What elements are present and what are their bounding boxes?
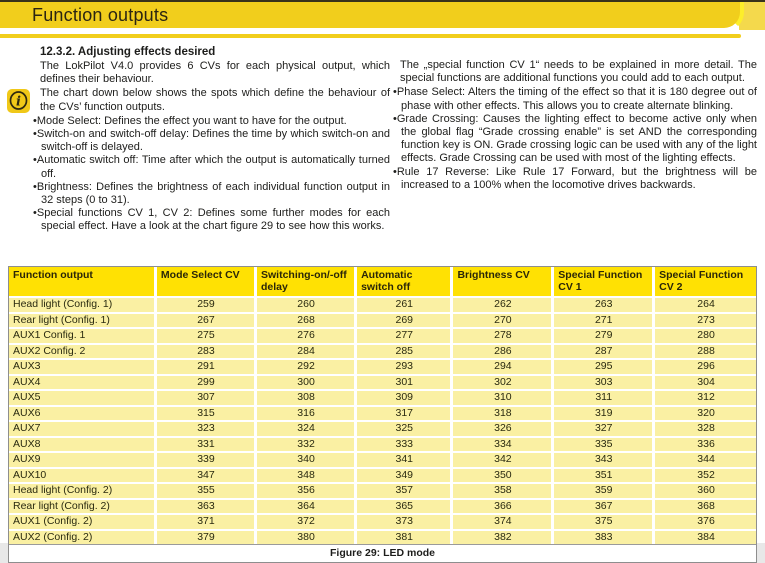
cv-value-cell: 336 [654,437,756,453]
cv-value-cell: 319 [553,406,654,422]
left-paragraph-1: The LokPilot V4.0 provides 6 CVs for each physical output, which defines their behaviour. [40,60,390,86]
cv-value-cell: 273 [654,313,756,329]
row-label-cell: AUX7 [9,421,155,437]
col-header-mode-select: Mode Select CV [155,267,255,297]
figure-caption: Figure 29: LED mode [9,544,756,562]
cv-value-cell: 287 [553,344,654,360]
cv-value-cell: 383 [553,530,654,545]
row-label-cell: AUX6 [9,406,155,422]
bullet-item: • Special functions CV 1, CV 2: Defines some further modes for each special effect. Have a look at the chart figure 29 to see how this works. [33,207,390,233]
cv-value-cell: 366 [452,499,553,515]
row-label-cell: AUX2 (Config. 2) [9,530,155,545]
left-info-paragraph: The chart down below shows the spots which define the behaviour of the CVs’ function outputs. [40,87,390,113]
bullet-item: • Rule 17 Reverse: Like Rule 17 Forward, but the brightness will be increased to a 100% when the locomotive drives backwards. [393,166,757,192]
bullet-item: • Switch-on and switch-off delay: Defines the time by which switch-on and switch-off is delayed. [33,128,390,154]
section-heading: 12.3.2. Adjusting effects desired [40,46,216,58]
cv-value-cell: 320 [654,406,756,422]
cv-value-cell: 348 [256,468,356,484]
table-row [9,452,756,468]
cv-value-cell: 300 [256,375,356,391]
cv-value-cell: 302 [452,375,553,391]
cv-value-cell: 309 [356,390,452,406]
row-label-cell: AUX9 [9,452,155,468]
table-row [9,499,756,515]
row-label-cell: AUX1 Config. 1 [9,328,155,344]
cv-value-cell: 259 [155,297,255,313]
cv-value-cell: 311 [553,390,654,406]
cv-value-cell: 382 [452,530,553,545]
page-header-bar [0,0,765,33]
cv-value-cell: 260 [256,297,356,313]
cv-value-cell: 350 [452,468,553,484]
cv-value-cell: 332 [256,437,356,453]
right-bullet-list [393,86,757,192]
col-header-brightness: Brightness CV [452,267,553,297]
cv-value-cell: 318 [452,406,553,422]
cv-value-cell: 316 [256,406,356,422]
cv-value-cell: 372 [256,514,356,530]
row-label-cell: Head light (Config. 1) [9,297,155,313]
page-title: Function outputs [32,5,169,25]
bullet-item: • Grade Crossing: Causes the lighting effect to become active only when the global flag “Grade crossing enable” is set AND the corresponding function key is ON. Grade crossing logic can be used with any of the light effects. Grade Crossing can be used with most of the lighting effects. [393,113,757,166]
table-row [9,421,756,437]
col-header-auto-switch-off: Automatic switch off [356,267,452,297]
cv-value-cell: 285 [356,344,452,360]
row-label-cell: Head light (Config. 2) [9,483,155,499]
cv-value-cell: 347 [155,468,255,484]
cv-value-cell: 275 [155,328,255,344]
cv-value-cell: 308 [256,390,356,406]
row-label-cell: AUX3 [9,359,155,375]
cv-value-cell: 262 [452,297,553,313]
table-row [9,390,756,406]
cv-value-cell: 317 [356,406,452,422]
cv-value-cell: 279 [553,328,654,344]
row-label-cell: AUX8 [9,437,155,453]
cv-value-cell: 333 [356,437,452,453]
row-label-cell: Rear light (Config. 2) [9,499,155,515]
cv-value-cell: 270 [452,313,553,329]
row-label-cell: AUX5 [9,390,155,406]
cv-value-cell: 296 [654,359,756,375]
header-rule [0,34,741,38]
table-row [9,437,756,453]
cv-value-cell: 293 [356,359,452,375]
cv-value-cell: 384 [654,530,756,545]
cv-value-cell: 269 [356,313,452,329]
cv-value-cell: 357 [356,483,452,499]
cv-value-cell: 294 [452,359,553,375]
cv-value-cell: 363 [155,499,255,515]
cv-value-cell: 276 [256,328,356,344]
table-row [9,483,756,499]
cv-value-cell: 351 [553,468,654,484]
cv-value-cell: 286 [452,344,553,360]
cv-value-cell: 295 [553,359,654,375]
row-label-cell: AUX1 (Config. 2) [9,514,155,530]
row-label-cell: AUX2 Config. 2 [9,344,155,360]
table-row [9,514,756,530]
cv-value-cell: 360 [654,483,756,499]
bullet-item: • Mode Select: Defines the effect you want to have for the output. [33,115,390,128]
cv-value-cell: 267 [155,313,255,329]
cv-value-cell: 312 [654,390,756,406]
row-label-cell: AUX10 [9,468,155,484]
cv-value-cell: 335 [553,437,654,453]
cv-value-cell: 342 [452,452,553,468]
bullet-item: • Automatic switch off: Time after which the output is automatically turned off. [33,154,390,180]
cv-value-cell: 381 [356,530,452,545]
cv-value-cell: 301 [356,375,452,391]
left-column [36,45,390,234]
cv-value-cell: 371 [155,514,255,530]
cv-value-cell: 375 [553,514,654,530]
bullet-item: • Brightness: Defines the brightness of each individual function output in 32 steps (0 to 31). [33,181,390,207]
cv-value-cell: 341 [356,452,452,468]
table-row [9,406,756,422]
cv-value-cell: 303 [553,375,654,391]
cv-value-cell: 339 [155,452,255,468]
cv-value-cell: 277 [356,328,452,344]
cv-value-cell: 291 [155,359,255,375]
cv-table [8,266,757,563]
cv-value-cell: 355 [155,483,255,499]
cv-value-cell: 263 [553,297,654,313]
cv-value-cell: 280 [654,328,756,344]
table-row [9,359,756,375]
cv-value-cell: 328 [654,421,756,437]
cv-value-cell: 379 [155,530,255,545]
table-row [9,297,756,313]
right-column [396,45,757,192]
cv-value-cell: 358 [452,483,553,499]
cv-value-cell: 327 [553,421,654,437]
row-label-cell: Rear light (Config. 1) [9,313,155,329]
header-yellow-bar [0,2,744,32]
cv-value-cell: 380 [256,530,356,545]
svg-text:i: i [16,94,21,110]
cv-value-cell: 292 [256,359,356,375]
col-header-function-output: Function output [9,267,155,297]
cv-value-cell: 284 [256,344,356,360]
table-row [9,313,756,329]
cv-value-cell: 356 [256,483,356,499]
right-paragraph-1: The „special function CV 1“ needs to be explained in more detail. The special functions are additional functions you could add to each output. [400,59,757,85]
table-body [9,297,756,544]
left-bullet-list [33,115,390,234]
cv-value-cell: 331 [155,437,255,453]
cv-value-cell: 344 [654,452,756,468]
cv-value-cell: 343 [553,452,654,468]
cv-value-cell: 323 [155,421,255,437]
cv-value-cell: 307 [155,390,255,406]
cv-value-cell: 367 [553,499,654,515]
cv-value-cell: 368 [654,499,756,515]
row-label-cell: AUX4 [9,375,155,391]
bullet-item: • Phase Select: Alters the timing of the effect so that it is 180 degree out of phase with other effects. This allows you to create alternate blinking. [393,86,757,112]
col-header-special-cv1: Special Function CV 1 [553,267,654,297]
table-header-row [9,267,756,297]
cv-value-cell: 364 [256,499,356,515]
cv-value-cell: 349 [356,468,452,484]
cv-value-cell: 315 [155,406,255,422]
cv-value-cell: 288 [654,344,756,360]
cv-value-cell: 278 [452,328,553,344]
table-row [9,530,756,545]
table-row [9,375,756,391]
cv-value-cell: 373 [356,514,452,530]
cv-value-cell: 376 [654,514,756,530]
cv-value-cell: 326 [452,421,553,437]
cv-value-cell: 325 [356,421,452,437]
col-header-switch-delay: Switching-on/-off delay [256,267,356,297]
cv-value-cell: 365 [356,499,452,515]
cv-value-cell: 374 [452,514,553,530]
table-row [9,468,756,484]
cv-value-cell: 324 [256,421,356,437]
cv-value-cell: 340 [256,452,356,468]
cv-value-cell: 310 [452,390,553,406]
cv-value-cell: 304 [654,375,756,391]
cv-value-cell: 334 [452,437,553,453]
cv-value-cell: 268 [256,313,356,329]
table-row [9,344,756,360]
info-icon [7,89,30,113]
cv-value-cell: 283 [155,344,255,360]
cv-value-cell: 352 [654,468,756,484]
table-row [9,328,756,344]
cv-value-cell: 299 [155,375,255,391]
cv-value-cell: 359 [553,483,654,499]
cv-value-cell: 264 [654,297,756,313]
cv-value-cell: 271 [553,313,654,329]
col-header-special-cv2: Special Function CV 2 [654,267,756,297]
cv-value-cell: 261 [356,297,452,313]
